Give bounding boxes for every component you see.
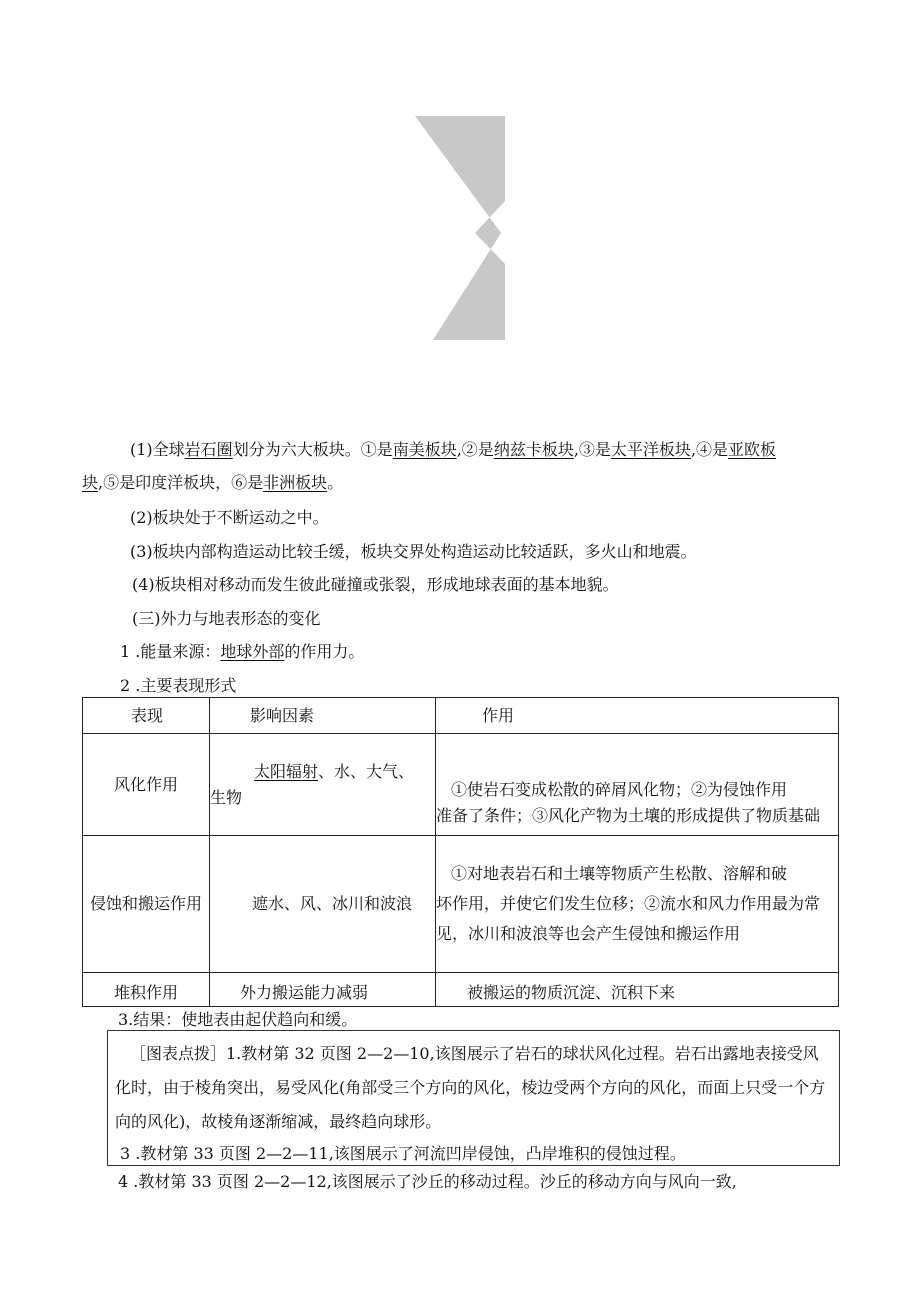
box-line-1: ［图表点拨］1.教材第 32 页图 2—2—10,该图展示了岩石的球状风化过程。岩石出露地表接受风 (130, 1044, 819, 1063)
forms-table (82, 697, 839, 1007)
text: ①使岩石变成松散的碎屑风化物；②为侵蚀作用 (451, 779, 788, 799)
row-effect (436, 734, 839, 836)
item-2: 2 .主要表现形式 (120, 676, 237, 695)
table-row (83, 973, 839, 1007)
header-cell: 表现 (83, 698, 210, 734)
text: 准备了条件；③风化产物为土壤的形成提供了物质基础 (436, 805, 821, 825)
answer-south-america-plate: 南美板块 (392, 440, 457, 459)
header-cell: 作用 (436, 698, 839, 734)
row-factor: 外力搬运能力减弱 (210, 973, 436, 1007)
paragraph-4: (4)板块相对移动而发生彼此碰撞或张裂，形成地球表面的基本地貌。 (132, 575, 619, 594)
text: 坏作用，并使它们发生位移；②流水和风力作用最为常 (436, 894, 821, 913)
row-name: 侵蚀和搬运作用 (83, 836, 210, 973)
text: 、水、大气、 (318, 761, 415, 781)
chevron-graphic (415, 116, 505, 340)
last-line: 4 .教材第 33 页图 2—2—12,该图展示了沙丘的移动过程。沙丘的移动方向与风向一致, (118, 1172, 737, 1191)
text: ,②是 (456, 440, 494, 459)
text: ①对地表岩石和土壤等物质产生松散、溶解和破 (451, 864, 788, 883)
text: ,④是 (690, 440, 729, 459)
text: 生物 (210, 787, 243, 807)
answer-african-plate: 非洲板块 (263, 473, 328, 492)
row-factor: 遮水、风、冰川和波浪 (210, 836, 436, 973)
answer-earth-exterior: 地球外部 (220, 642, 285, 661)
row-name: 风化作用 (83, 734, 210, 836)
header-cell: 影响因素 (210, 698, 436, 734)
paragraph-2: (2)板块处于不断运动之中。 (130, 508, 329, 527)
box-line-4: 3 .教材第 33 页图 2—2—11,该图展示了河流凹岸侵蚀，凸岸堆积的侵蚀过程。 (120, 1144, 686, 1163)
table-row (83, 836, 839, 973)
paragraph-1-line-1 (130, 438, 776, 462)
row-name: 堆积作用 (83, 973, 210, 1007)
box-line-3: 向的风化)，故棱角逐渐缩减，最终趋向球形。 (115, 1112, 442, 1131)
section-heading: (三)外力与地表形态的变化 (132, 609, 321, 628)
row-effect (436, 836, 839, 973)
answer-eurasian-plate-cont: 块 (82, 473, 99, 492)
text: ,⑤是印度洋板块，⑥是 (98, 473, 264, 492)
text: (1)全球 (130, 440, 185, 459)
result-line: 3.结果：使地表由起伏趋向和缓。 (118, 1010, 358, 1029)
paragraph-3: (3)板块内部构造运动比较壬缓，板块交界处构造运动比较适跃，多火山和地震。 (130, 542, 697, 561)
text: 见，冰川和波浪等也会产生侵蚀和搬运作用 (436, 924, 741, 943)
text: 划分为六大板块。①是 (232, 440, 393, 459)
text: ,③是 (573, 440, 611, 459)
answer-solar-radiation: 太阳辐射 (254, 761, 319, 781)
answer-lithosphere: 岩石圈 (184, 440, 233, 459)
paragraph-1-line-2 (82, 471, 343, 495)
row-effect: 被搬运的物质沉淀、沉积下来 (436, 973, 839, 1007)
answer-pacific-plate: 太平洋板块 (610, 440, 691, 459)
text: 。 (327, 473, 344, 492)
text: 的作用力。 (284, 642, 365, 661)
box-line-2: 化时，由于棱角突出，易受风化(角部受三个方向的风化，棱边受两个方向的风化，而面上只受一个方 (115, 1078, 826, 1097)
table-header-row (83, 698, 839, 734)
item-1 (120, 640, 364, 664)
row-factor (210, 734, 436, 836)
answer-nazca-plate: 纳兹卡板块 (493, 440, 574, 459)
table-row (83, 734, 839, 836)
answer-eurasian-plate: 亚欧板 (728, 440, 777, 459)
text: 1 .能量来源： (120, 642, 221, 661)
